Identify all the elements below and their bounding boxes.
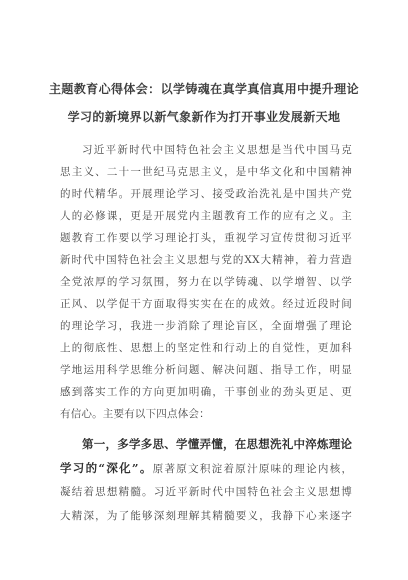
paragraph-line: 的时代精华。开展理论学习、接受政治洗礼是中国共产党 — [60, 188, 352, 200]
paragraph-line: 大精深，为了能够深刻理解其精髓要义，我静下心来逐字 — [60, 510, 352, 522]
paragraph-line: 新时代中国特色社会主义思想与党的XX大精神，着力营造 — [60, 254, 352, 266]
document-title-line-1: 主题教育心得体会：以学铸魂在真学真信真用中提升理论 — [48, 82, 359, 96]
paragraph-line: 有信心。主要有以下四点体会： — [60, 408, 210, 420]
paragraph-line: 上的彻底性、思想上的坚定性和行动上的自觉性，更加科 — [60, 342, 352, 354]
paragraph-line: 题教育工作要以学习理论打头，重视学习宣传贯彻习近平 — [60, 232, 352, 244]
paragraph-line: 习近平新时代中国特色社会主义思想是当代中国马克 — [82, 144, 352, 156]
section-heading-tail: 学习的“深化”。 — [60, 461, 153, 475]
paragraph-line: 全党浓厚的学习氛围，努力在以学铸魂、以学增智、以学 — [60, 276, 352, 288]
section-heading-continuation — [60, 460, 352, 476]
paragraph-line: 凝结着思想精髓。习近平新时代中国特色社会主义思想博 — [60, 486, 352, 498]
paragraph-line: 正风、以学促干方面取得实实在在的成效。经过近段时间 — [60, 298, 352, 310]
section-body-start: 原著原文积淀着原汁原味的理论内核， — [152, 463, 352, 475]
paragraph-line: 学地运用科学思维分析问题、解决问题、指导工作，明显 — [60, 364, 352, 376]
document-title-line-2: 学习的新境界以新气象新作为打开事业发展新天地 — [67, 110, 341, 124]
section-heading: 第一，多学多思、学懂弄懂，在思想洗礼中淬炼理论 — [82, 437, 352, 451]
paragraph-line: 的理论学习，我进一步消除了理论盲区，全面增强了理论 — [60, 320, 352, 332]
paragraph-line: 感到落实工作的方向更加明确，干事创业的劲头更足、更 — [60, 386, 352, 398]
paragraph-line: 人的必修课，更是开展党内主题教育工作的应有之义。主 — [60, 210, 352, 222]
paragraph-line: 思主义、二十一世纪马克思主义，是中华文化和中国精神 — [60, 166, 352, 178]
